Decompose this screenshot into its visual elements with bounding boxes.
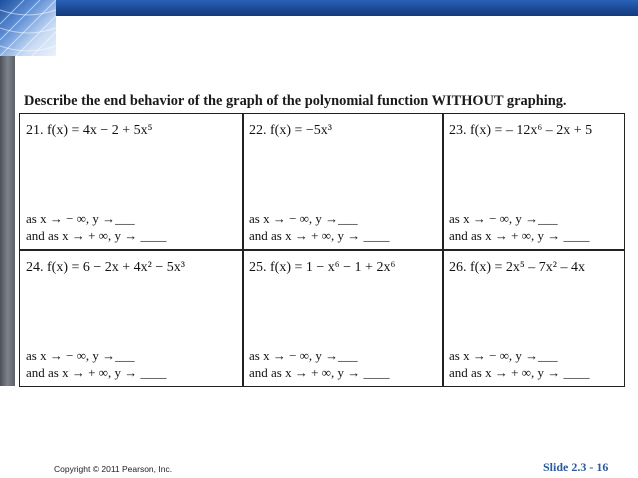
copyright-notice: Copyright © 2011 Pearson, Inc. — [54, 464, 173, 474]
problem-cell-25 — [244, 251, 442, 386]
problem-statement: 22. f(x) = −5x³ — [249, 123, 332, 138]
end-behavior-left: as x → − ∞, y →___ — [449, 211, 558, 226]
end-behavior-right: and as x → + ∞, y → ____ — [26, 228, 167, 243]
worksheet-heading: Describe the end behavior of the graph of the polynomial function WITHOUT graphing. — [24, 93, 567, 109]
problem-cell-26 — [444, 251, 624, 386]
end-behavior-left: as x → − ∞, y →___ — [26, 348, 135, 363]
corner-decoration — [0, 0, 56, 56]
left-accent-bar — [0, 56, 15, 386]
end-behavior-left: as x → − ∞, y →___ — [249, 211, 358, 226]
end-behavior-left: as x → − ∞, y →___ — [449, 348, 558, 363]
end-behavior-right: and as x → + ∞, y → ____ — [249, 365, 390, 380]
problem-cell-23 — [444, 114, 624, 249]
problem-statement: 26. f(x) = 2x⁵ – 7x² – 4x — [449, 260, 585, 275]
problem-statement: 23. f(x) = – 12x⁶ – 2x + 5 — [449, 123, 593, 138]
end-behavior-right: and as x → + ∞, y → ____ — [449, 365, 590, 380]
problem-cell-21 — [20, 114, 242, 249]
problem-cell-22 — [244, 114, 442, 249]
end-behavior-left: as x → − ∞, y →___ — [26, 211, 135, 226]
problem-statement: 21. f(x) = 4x − 2 + 5x⁵ — [26, 123, 153, 138]
end-behavior-right: and as x → + ∞, y → ____ — [449, 228, 590, 243]
problem-statement: 24. f(x) = 6 − 2x + 4x² − 5x³ — [26, 260, 185, 275]
end-behavior-right: and as x → + ∞, y → ____ — [249, 228, 390, 243]
problem-grid — [19, 113, 625, 387]
problem-statement: 25. f(x) = 1 − x⁶ − 1 + 2x⁶ — [249, 260, 396, 275]
end-behavior-right: and as x → + ∞, y → ____ — [26, 365, 167, 380]
top-banner — [0, 0, 638, 16]
end-behavior-left: as x → − ∞, y →___ — [249, 348, 358, 363]
problem-cell-24 — [20, 251, 242, 386]
slide-number: Slide 2.3 - 16 — [543, 460, 609, 474]
